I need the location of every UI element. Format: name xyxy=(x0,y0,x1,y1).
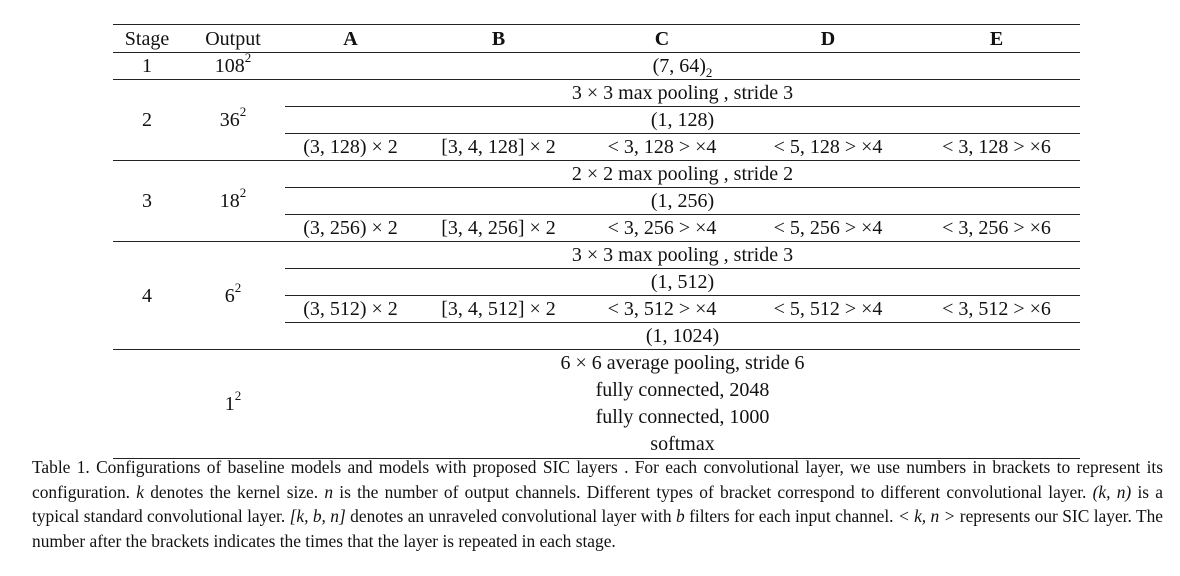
final-softmax: softmax xyxy=(650,433,715,455)
stage4-conv-final: (1, 1024) xyxy=(285,323,1080,350)
header-stage: Stage xyxy=(113,25,181,53)
stage2-cell-b: [3, 4, 128] × 2 xyxy=(416,134,581,161)
final-row xyxy=(113,350,1080,459)
stage3-output: $18^2$ xyxy=(181,161,285,242)
stage2-cell-a: (3, 128) × 2 xyxy=(285,134,416,161)
final-fc-1000: fully connected, 1000 xyxy=(595,406,770,428)
stage2-label: 2 xyxy=(113,80,181,161)
stage2-output: $36^2$ xyxy=(181,80,285,161)
stage4-output: $6^2$ xyxy=(181,242,285,350)
header-output: Output xyxy=(181,25,285,53)
configuration-table xyxy=(113,24,1080,459)
stage4-label: 4 xyxy=(113,242,181,350)
stage2-conv1: (1, 128) xyxy=(285,107,1080,134)
stage4-cell-a: (3, 512) × 2 xyxy=(285,296,416,323)
final-stage-empty xyxy=(113,350,181,459)
table-caption: Table 1. Configurations of baseline models and models with proposed SIC layers . For each convolutional layer, we use numbers in brackets to represent its configuration. k denotes the kernel size. n is the number of output channels. Different types of bracket correspond to different convolutional layer. (k, n) is a typical standard convolutional layer. [k, b, n] denotes an unraveled convolutional layer with b filters for each input channel. < k, n > represents our SIC layer. The number after the brackets indicates the times that the layer is repeated in each stage. xyxy=(32,457,1163,551)
header-c: C xyxy=(581,25,743,53)
stage4-cell-e: < 3, 512 > ×6 xyxy=(913,296,1080,323)
stage4-cell-c: < 3, 512 > ×4 xyxy=(581,296,743,323)
stage2-cell-e: < 3, 128 > ×6 xyxy=(913,134,1080,161)
final-fc-2048: fully connected, 2048 xyxy=(595,379,770,401)
header-d: D xyxy=(743,25,913,53)
stage2-pool: 3 × 3 max pooling , stride 3 xyxy=(285,80,1080,107)
stage3-conv1: (1, 256) xyxy=(285,188,1080,215)
final-avgpool: 6 × 6 average pooling, stride 6 xyxy=(560,352,805,374)
stage4-pool-row xyxy=(113,242,1080,269)
stage1-row xyxy=(113,53,1080,80)
stage3-cell-d: < 5, 256 > ×4 xyxy=(743,215,913,242)
stage3-pool: 2 × 2 max pooling , stride 2 xyxy=(285,161,1080,188)
final-layers xyxy=(285,350,1080,459)
stage4-cell-d: < 5, 512 > ×4 xyxy=(743,296,913,323)
stage4-conv1: (1, 512) xyxy=(285,269,1080,296)
header-b: B xyxy=(416,25,581,53)
header-a: A xyxy=(285,25,416,53)
stage3-label: 3 xyxy=(113,161,181,242)
stage4-cell-b: [3, 4, 512] × 2 xyxy=(416,296,581,323)
stage1-label: 1 xyxy=(113,53,181,80)
stage2-cell-d: < 5, 128 > ×4 xyxy=(743,134,913,161)
stage3-cell-a: (3, 256) × 2 xyxy=(285,215,416,242)
header-e: E xyxy=(913,25,1080,53)
stage4-pool: 3 × 3 max pooling , stride 3 xyxy=(285,242,1080,269)
stage3-cell-e: < 3, 256 > ×6 xyxy=(913,215,1080,242)
final-output: $1^2$ xyxy=(181,350,285,459)
stage3-pool-row xyxy=(113,161,1080,188)
stage2-pool-row xyxy=(113,80,1080,107)
stage3-cell-b: [3, 4, 256] × 2 xyxy=(416,215,581,242)
header-row xyxy=(113,25,1080,53)
stage2-cell-c: < 3, 128 > ×4 xyxy=(581,134,743,161)
stage1-output: $108^2$ xyxy=(181,53,285,80)
stage3-cell-c: < 3, 256 > ×4 xyxy=(581,215,743,242)
stage1-conv: (7, $64)_2$ xyxy=(285,53,1080,80)
